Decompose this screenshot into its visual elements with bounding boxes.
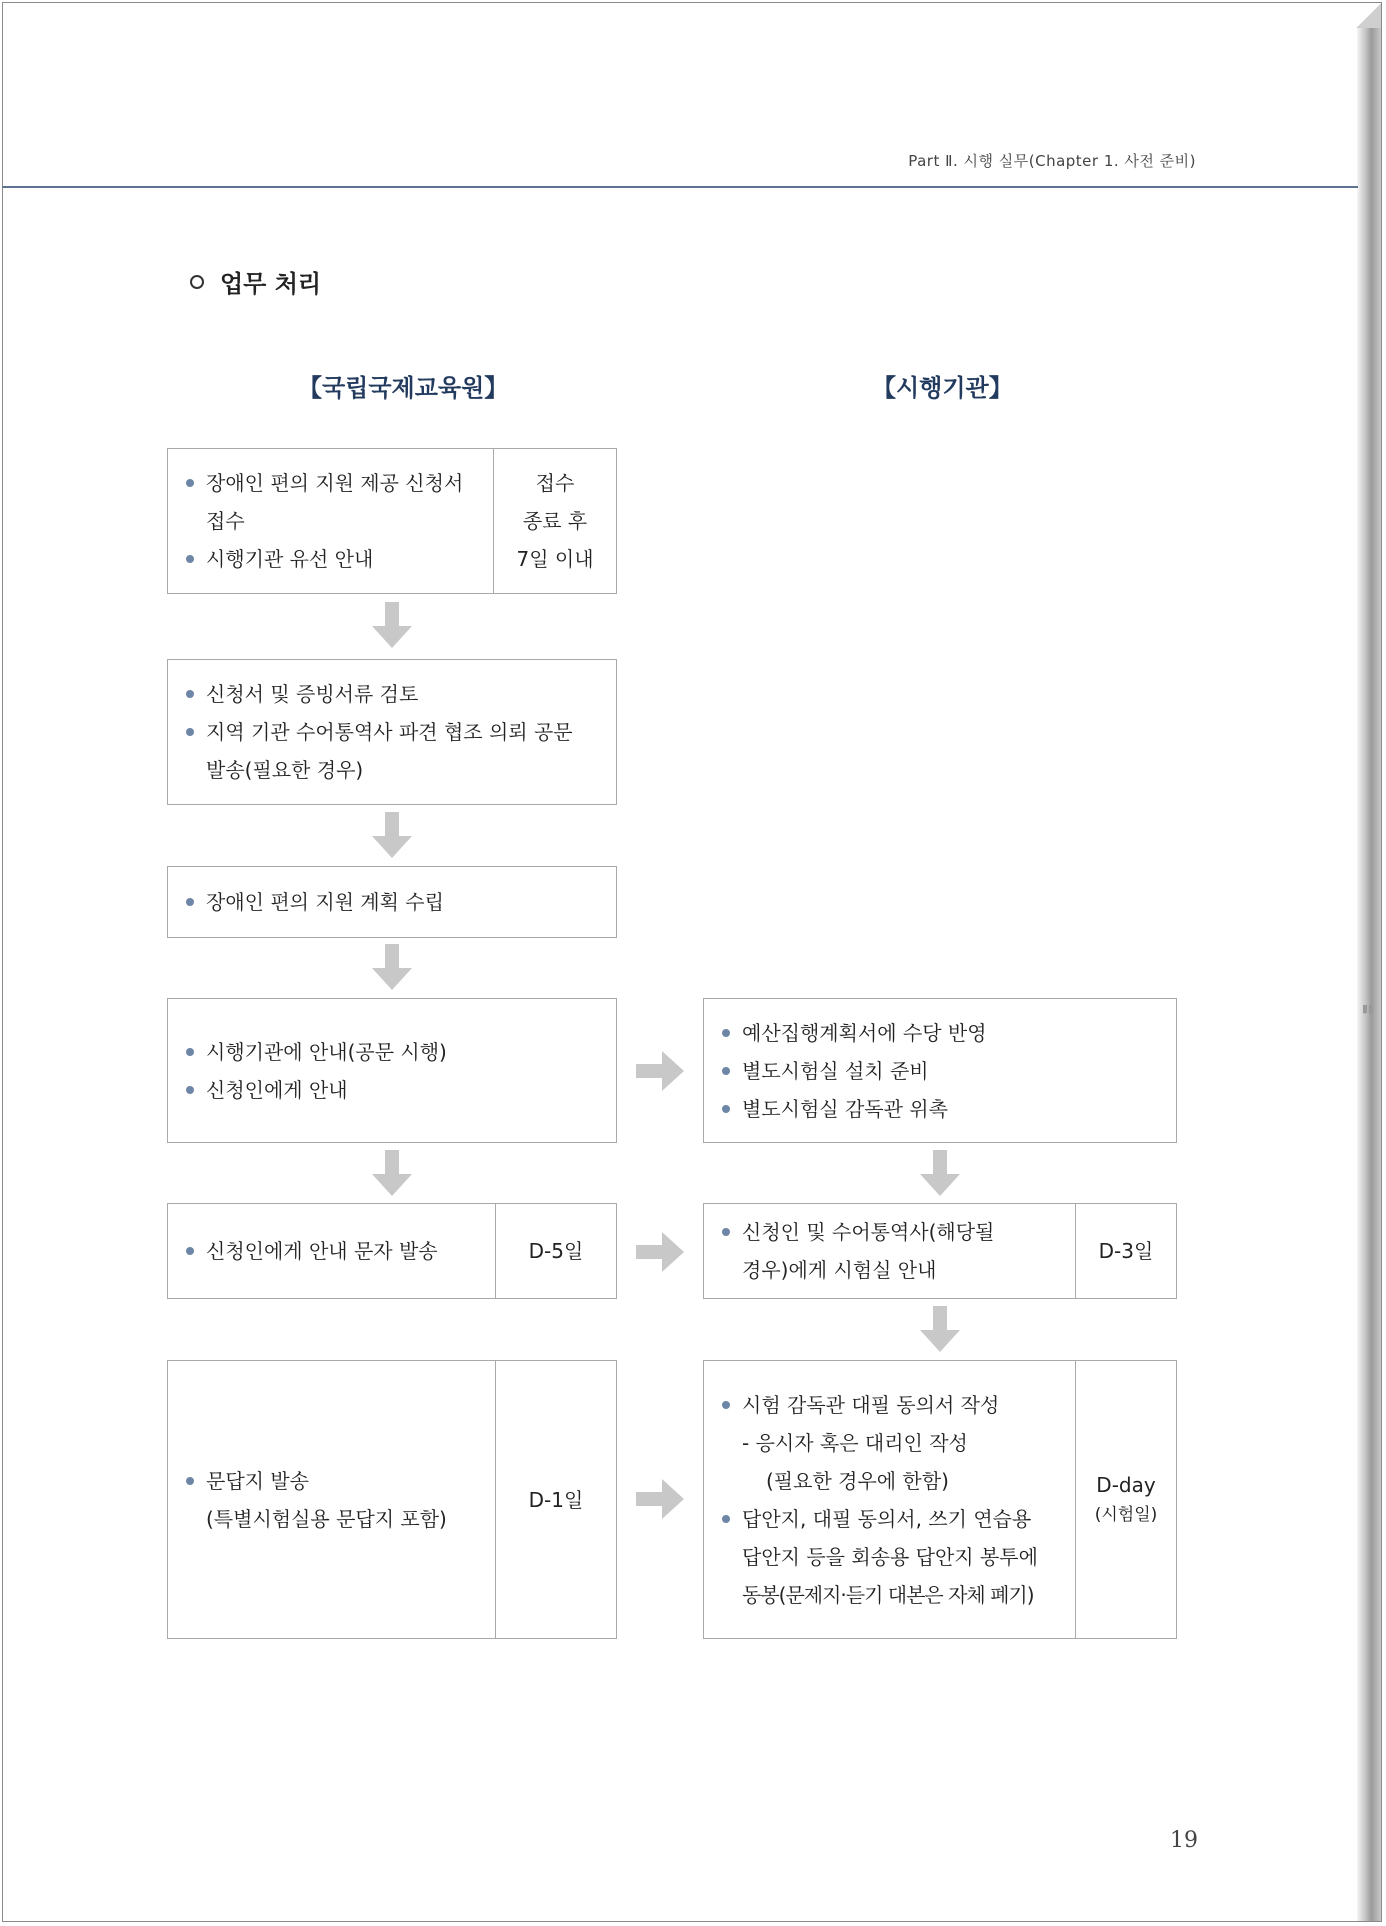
arrow-down-icon [920,1306,960,1352]
arrow-right-icon [636,1479,684,1519]
list-item: 신청인에게 안내 문자 발송 [184,1232,479,1270]
section-title [190,264,321,299]
sub-item: (필요한 경우에 한함) [766,1468,949,1493]
running-header: Part Ⅱ. 시행 실무(Chapter 1. 사전 준비) [908,152,1196,170]
timing-line: 종료 후 [522,509,588,533]
list-item: 신청인에게 안내 [184,1071,600,1109]
list-item: 장애인 편의 지원 제공 신청서 [184,464,477,502]
list-item-continuation: (특별시험실용 문답지 포함) [206,1506,447,1531]
arrow-right-icon [636,1051,684,1091]
list-item: 신청서 및 증빙서류 검토 [184,675,600,713]
list-item: 시행기관 유선 안내 [184,540,477,578]
left-column-title: 【국립국제교육원】 [298,374,509,402]
timing-line: 7일 이내 [516,547,594,571]
left-step-4-box [167,998,617,1143]
list-item: 신청인 및 수어통역사(해당될 [720,1213,1059,1251]
section-title-text: 업무 처리 [220,270,322,298]
circle-bullet-icon [190,275,204,289]
left-step-3-box [167,866,617,938]
list-item: 지역 기관 수어통역사 파견 협조 의뢰 공문 [184,713,600,751]
list-item-continuation: 접수 [206,509,245,533]
right-step-2-box [703,1203,1177,1299]
timing-cell: D-5일 [495,1204,616,1298]
arrow-down-icon [920,1150,960,1196]
list-item: 문답지 발송 [184,1462,479,1500]
list-item: 시험 감독관 대필 동의서 작성 [720,1386,1059,1424]
arrow-down-icon [372,944,412,990]
timing-cell: D-3일 [1075,1204,1176,1298]
arrow-down-icon [372,1150,412,1196]
timing-line: 접수 [535,471,575,495]
left-step-1-box [167,448,617,594]
arrow-down-icon [372,812,412,858]
right-step-1-box [703,998,1177,1143]
timing-cell: D-1일 [495,1361,616,1638]
list-item: 장애인 편의 지원 계획 수립 [184,883,600,921]
left-step-2-box [167,659,617,805]
list-item: 답안지, 대필 동의서, 쓰기 연습용 [720,1500,1059,1538]
list-item-continuation: 발송(필요한 경우) [206,758,364,782]
list-item: 별도시험실 설치 준비 [720,1052,1160,1090]
list-item: 별도시험실 감독관 위촉 [720,1090,1160,1128]
list-item: 예산집행계획서에 수당 반영 [720,1014,1160,1052]
list-item-continuation: 경우)에게 시험실 안내 [742,1258,937,1282]
timing-line: D-day [1096,1472,1156,1497]
timing-line: (시험일) [1094,1504,1158,1525]
right-step-3-box [703,1360,1177,1639]
arrow-right-icon [636,1232,684,1272]
header-rule [2,186,1358,188]
sub-item: - 응시자 혹은 대리인 작성 [742,1430,968,1455]
left-step-5-box [167,1203,617,1299]
right-column-title: 【시행기관】 [872,374,1013,402]
list-item-continuation: 답안지 등을 회송용 답안지 봉투에 [742,1544,1038,1569]
list-item-continuation: 동봉(문제지·듣기 대본은 자체 폐기) [742,1582,1034,1607]
arrow-down-icon [372,602,412,648]
side-tab-mark: ▮▮ [1362,1002,1375,1015]
timing-cell [1075,1361,1176,1638]
page-number: 19 [1170,1828,1198,1853]
left-step-6-box [167,1360,617,1639]
list-item: 시행기관에 안내(공문 시행) [184,1033,600,1071]
timing-cell [493,449,616,593]
